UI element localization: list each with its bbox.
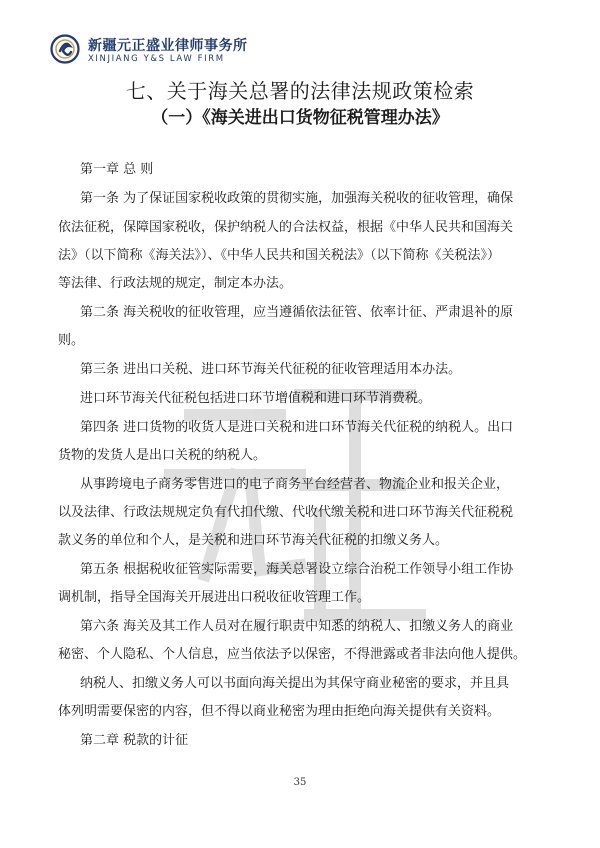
article-line: 第一条 为了保证国家税收政策的贯彻实施，加强海关税收的征收管理，确保 xyxy=(80,191,514,206)
article-line: 第四条 进口货物的收货人是进口关税和进口环节海关代征税的纳税人。出口 xyxy=(80,420,514,435)
article-line: 款义务的单位和个人，是关税和进口环节海关代征税的扣缴义务人。 xyxy=(58,533,449,548)
section-title: 七、关于海关总署的法律法规政策检索 xyxy=(125,79,475,103)
page-number: 35 xyxy=(293,777,307,788)
article-line: 进口环节海关代征税包括进口环节增值税和进口环节消费税。 xyxy=(80,391,432,406)
document-subtitle: （一）《海关进出口货物征税管理办法》 xyxy=(151,108,449,128)
firm-logo-icon xyxy=(50,34,80,64)
chapter-heading: 第一章 总 则 xyxy=(80,162,154,177)
firm-name-en: XINJIANG Y&S LAW FIRM xyxy=(88,54,225,64)
article-line: 则。 xyxy=(58,333,85,348)
article-line: 货物的发货人是出口关税的纳税人。 xyxy=(58,448,267,463)
article-line: 依法征税，保障国家税收，保护纳税人的合法权益，根据《中华人民共和国海关 xyxy=(58,220,514,235)
firm-name-cn: 新疆元正盛业律师事务所 xyxy=(88,38,248,54)
article-line: 以及法律、行政法规规定负有代扣代缴、代收代缴关税和进口环节海关代征税税 xyxy=(58,505,514,520)
article-line: 纳税人、扣缴义务人可以书面向海关提出为其保守商业秘密的要求，并且具 xyxy=(80,676,510,691)
article-line: 第二条 海关税收的征收管理，应当遵循依法征管、依率计征、严肃退补的原 xyxy=(80,305,514,320)
letterhead xyxy=(50,32,550,72)
article-line: 等法律、行政法规的规定，制定本办法。 xyxy=(58,276,293,291)
article-line: 调机制，指导全国海关开展进出口税收征收管理工作。 xyxy=(58,590,371,605)
article-line: 第五条 根据税收征管实际需要，海关总署设立综合治税工作领导小组工作协 xyxy=(80,562,514,577)
article-line: 第六条 海关及其工作人员对在履行职责中知悉的纳税人、扣缴义务人的商业 xyxy=(80,619,514,634)
article-line: 秘密、个人隐私、个人信息，应当依法予以保密，不得泄露或者非法向他人提供。 xyxy=(58,647,527,662)
article-line: 第三条 进出口关税、进口环节海关代征税的征收管理适用本办法。 xyxy=(80,362,462,377)
chapter-heading: 第二章 税款的计征 xyxy=(80,733,189,748)
article-line: 从事跨境电子商务零售进口的电子商务平台经营者、物流企业和报关企业， xyxy=(80,477,510,492)
article-line: 法》（以下简称《海关法》）、《中华人民共和国关税法》（以下简称《关税法》） xyxy=(58,248,501,263)
article-line: 体列明需要保密的内容，但不得以商业秘密为理由拒绝向海关提供有关资料。 xyxy=(58,704,501,719)
